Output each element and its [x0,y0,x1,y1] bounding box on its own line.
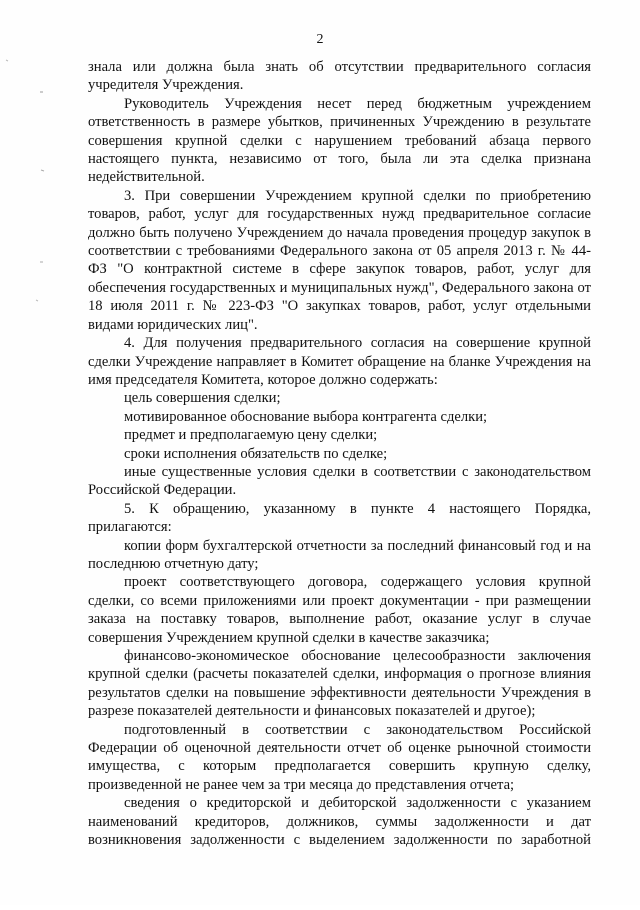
paragraph: 5. К обращению, указанному в пункте 4 настоящего Порядка, прилагаются: [88,500,591,536]
page-number: 2 [316,32,324,47]
list-item: копии форм бухгалтерской отчетности за последний финансовый год и на последнюю отчетную дату; [88,537,591,572]
list-item: иные существенные условия сделки в соответствии с законодательством Российской Федерации. [88,463,591,499]
scan-margin-marks [0,0,60,905]
list-item: подготовленный в соответствии с законодательством Российской Федерации об оценочной деятельности отчет об оценке рыночной стоимости имущества, с которым предполагается совершить крупную сделку, произведенной не ранее чем за три месяца до представления отчета; [88,721,591,793]
list-item: проект соответствующего договора, содержащего условия крупной сделки, со всеми приложениями или проект документации - при размещении заказа на поставку товаров, выполнение работ, оказание услуг в случае совершения Учреждением крупной сделки в качестве заказчика; [88,574,591,646]
list-item: сведения о кредиторской и дебиторской задолженности с указанием наименований кредиторов, должников, суммы задолженности и дат возникновения задолженности с выделением задолженности по заработной [88,795,591,849]
list-item: мотивированное обоснование выбора контрагента сделки; [124,408,488,425]
paragraph: 4. Для получения предварительного согласия на совершение крупной сделки Учреждение направляет в Комитет обращение на бланке Учреждения на имя председателя Комитета, которое должно содержать: [88,335,591,388]
paragraph: Руководитель Учреждения несет перед бюджетным учреждением ответственность в размере убытков, причиненных Учреждению в результате совершения крупной сделки с нарушением требований абзаца первого настоящего пункта, независимо от того, была ли эта сделка признана недействительной. [88,95,591,186]
paragraph: знала или должна была знать об отсутствии предварительного согласия учредителя Учреждения. [88,59,591,94]
list-item: предмет и предполагаемую цену сделки; [124,427,378,444]
paragraph: 3. При совершении Учреждением крупной сделки по приобретению товаров, работ, услуг для государственных нужд предварительное согласие должно быть получено Учреждением до начала проведения процедур закупок в соответствии с требованиями Федерального закона от 05 апреля 2013 г. № 44-ФЗ "О контрактной системе в сфере закупок товаров, работ, услуг для обеспечения государственных и муниципальных нужд", Федерального закона от 18 июля 2011 г. № 223-ФЗ "О закупках товаров, работ, услуг отдельными видами юридических лиц". [88,187,591,333]
document-body [88,58,591,849]
list-item: финансово-экономическое обоснование целесообразности заключения крупной сделки (расчеты показателей сделки, информация о прогнозе влияния результатов сделки на повышение эффективности деятельности Учреждения в разрезе показателей деятельности и финансовых показателей и другое); [88,648,591,720]
list-item: сроки исполнения обязательств по сделке; [124,445,388,462]
list-item: цель совершения сделки; [124,390,281,407]
